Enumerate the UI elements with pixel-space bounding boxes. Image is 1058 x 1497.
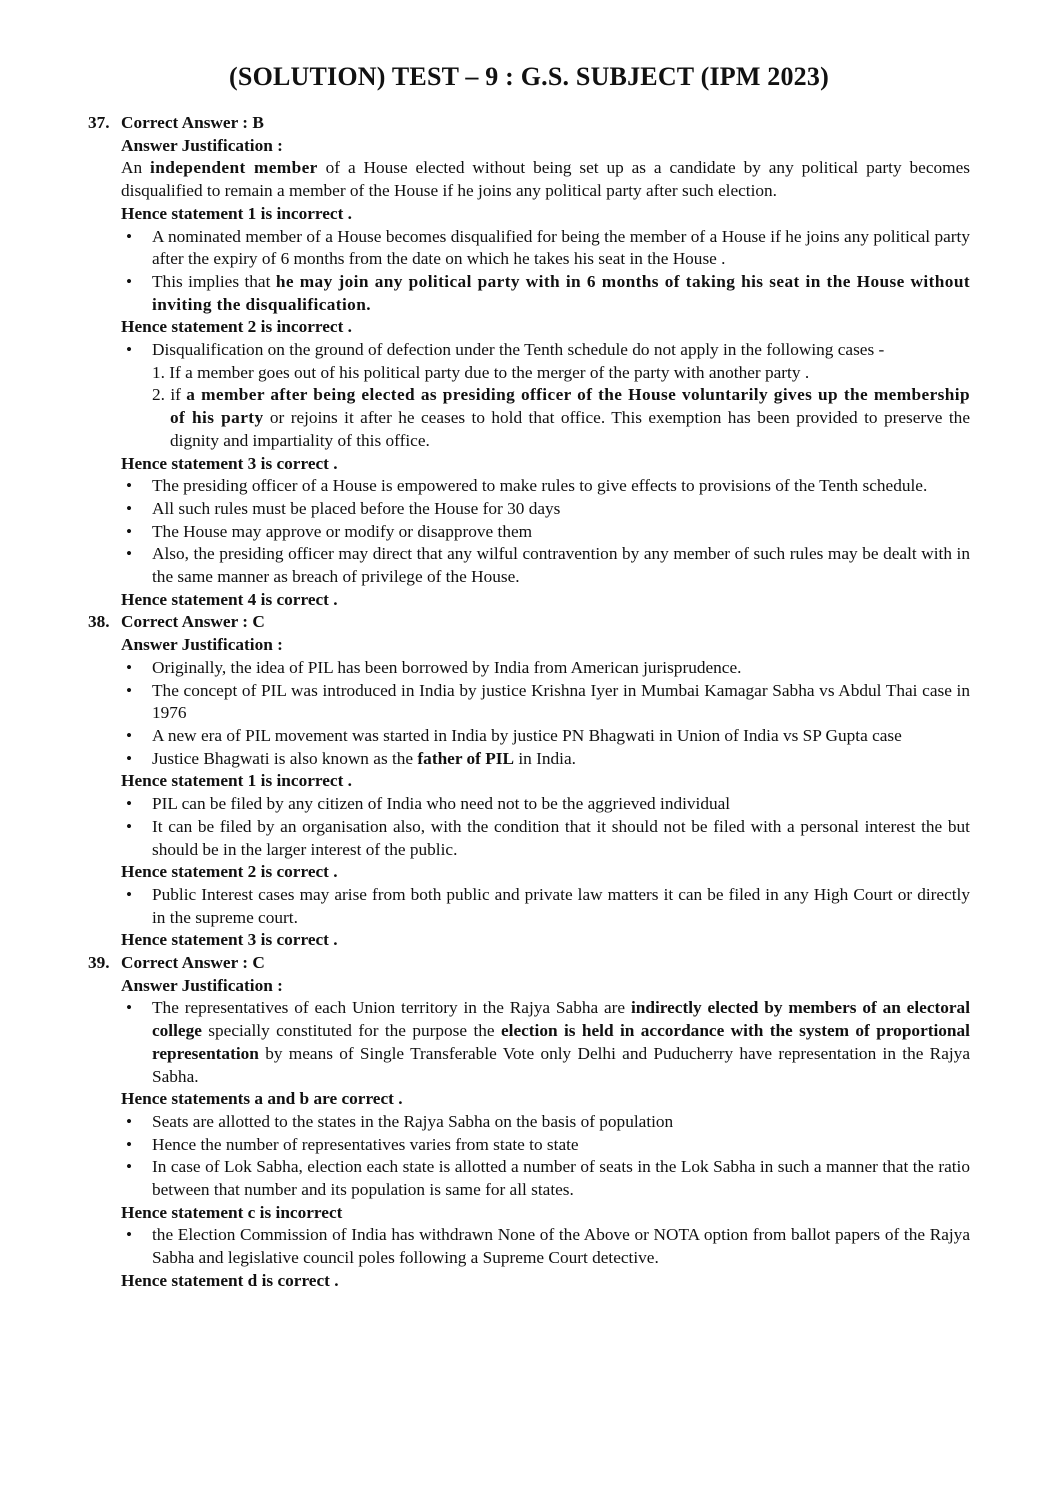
statement-conclusion: Hence statement 1 is incorrect . [121,203,352,223]
statement-conclusion: Hence statement 2 is correct . [121,862,338,882]
bullet-list [121,884,970,929]
statement-conclusion: Hence statements a and b are correct . [121,1089,403,1109]
bullet-list [121,657,970,771]
intro-paragraph: An independent member of a House elected without being set up as a candidate by any political party becomes disqualified to remain a member of the House if he joins any political party after such election. [121,158,970,201]
list-item: • A new era of PIL movement was started in India by justice PN Bhagwati in Union of India vs SP Gupta case [121,725,970,748]
bullet-list [121,475,970,589]
correct-answer: Correct Answer : C [121,612,265,632]
bullet-icon: • [126,226,133,246]
bullet-list [121,793,970,861]
list-item: • The concept of PIL was introduced in India by justice Krishna Iyer in Mumbai Kamagar Sabha vs Abdul Thai case in 1976 [126,680,970,723]
list-item: • The presiding officer of a House is empowered to make rules to give effects to provisions of the Tenth schedule. [121,475,970,498]
bullet-list [121,1224,970,1269]
question-number: 39. [88,953,110,973]
bullet-icon: • [126,1157,133,1177]
numbered-list [152,362,970,453]
bullet-icon: • [126,1225,133,1245]
bullet-icon: • [126,816,133,836]
correct-answer: Correct Answer : C [121,953,265,973]
list-item: • The House may approve or modify or disapprove them [121,521,970,544]
question-header [88,112,970,135]
correct-answer: Correct Answer : B [121,113,264,132]
statement-conclusion: Hence statement d is correct . [121,1270,339,1290]
justification-label: Answer Justification : [121,635,283,655]
list-item: • Originally, the idea of PIL has been borrowed by India from American jurisprudence. [121,657,970,680]
bullet-list [121,997,970,1088]
statement-conclusion: Hence statement 4 is correct . [121,589,338,609]
statement-conclusion: Hence statement 3 is correct . [121,930,338,950]
list-item: • All such rules must be placed before the House for 30 days [121,498,970,521]
list-item: • Hence the number of representatives varies from state to state [121,1134,970,1157]
bullet-icon: • [126,1111,133,1131]
numbered-item: 2. if a member after being elected as presiding officer of the House voluntarily gives up the membership of his party or rejoins it after he ceases to hold that office. This exemption has been provided to preserve the dignity and impartiality of this office. [152,385,970,450]
justification-label: Answer Justification : [121,975,283,995]
page-title: (SOLUTION) TEST – 9 : G.S. SUBJECT (IPM 2023) [229,62,829,91]
bullet-icon: • [126,476,133,496]
bullet-icon: • [126,748,133,768]
list-item: • Seats are allotted to the states in the Rajya Sabha on the basis of population [121,1111,970,1134]
question-number: 37. [88,113,110,132]
list-item: • Public Interest cases may arise from both public and private law matters it can be filed in any High Court or directly in the supreme court. [126,884,970,927]
list-item: • PIL can be filed by any citizen of India who need not to be the aggrieved individual [121,793,970,816]
question-header [88,952,970,975]
statement-conclusion: Hence statement 2 is incorrect . [121,317,352,337]
bullet-icon: • [126,794,133,814]
bullet-icon: • [126,271,133,291]
list-item: • It can be filed by an organisation also, with the condition that it should not be filed with a personal interest the but should be in the larger interest of the public. [126,816,970,859]
list-item: • A nominated member of a House becomes disqualified for being the member of a House if he joins any political party after the expiry of 6 months from the date on which he takes his seat in the House . [126,226,970,269]
bullet-list [121,339,970,453]
question-38 [88,611,970,952]
statement-conclusion: Hence statement 3 is correct . [121,453,338,473]
bullet-icon: • [126,884,133,904]
bullet-list [121,226,970,317]
bullet-icon: • [126,1134,133,1154]
solution-content [88,112,970,1293]
bullet-icon: • [126,521,133,541]
list-item: • Also, the presiding officer may direct that any wilful contravention by any member of such rules may be dealt with in the same manner as breach of privilege of the House. [126,544,970,587]
list-item: • the Election Commission of India has withdrawn None of the Above or NOTA option from ballot papers of the Rajya Sabha and legislative council poles following a Supreme Court detective. [126,1225,970,1268]
bullet-list [121,1111,970,1202]
question-number: 38. [88,612,110,632]
list-item: • In case of Lok Sabha, election each state is allotted a number of seats in the Lok Sabha in such a manner that the ratio between that number and its population is same for all states. [126,1157,970,1200]
statement-conclusion: Hence statement c is incorrect [121,1202,343,1222]
justification-label: Answer Justification : [121,135,283,155]
list-item: • This implies that he may join any political party with in 6 months of taking his seat in the House without inviting the disqualification. [126,271,971,314]
bullet-icon: • [126,680,133,700]
bullet-icon: • [126,725,133,745]
statement-conclusion: Hence statement 1 is incorrect . [121,771,352,791]
list-item: • Justice Bhagwati is also known as the father of PIL in India. [121,748,970,771]
bullet-icon: • [126,498,133,518]
list-item: • The representatives of each Union territory in the Rajya Sabha are indirectly elected by members of an electoral college specially constituted for the purpose the election is held in accordance with the system of proportional representation by means of Single Transferable Vote only Delhi and Puducherry have representation in the Rajya Sabha. [126,998,970,1086]
question-37 [88,112,970,611]
numbered-item: 1. If a member goes out of his political party due to the merger of the party with another party . [152,362,810,382]
bullet-icon: • [126,657,133,677]
bullet-icon: • [126,998,133,1018]
bullet-icon: • [126,340,133,360]
question-header [88,611,970,634]
bullet-icon: • [126,544,133,564]
question-39 [88,952,970,1293]
list-item: • Disqualification on the ground of defection under the Tenth schedule do not apply in the following cases - 1. If a member goes out of his political party due to the merger of the party with another party . 2. if a member after being elected as presiding officer of the House voluntarily gives up the membership of his party or rejoins it after he ceases to hold that office. This exemption has been provided to preserve the dignity and impartiality of this office. [121,339,970,453]
